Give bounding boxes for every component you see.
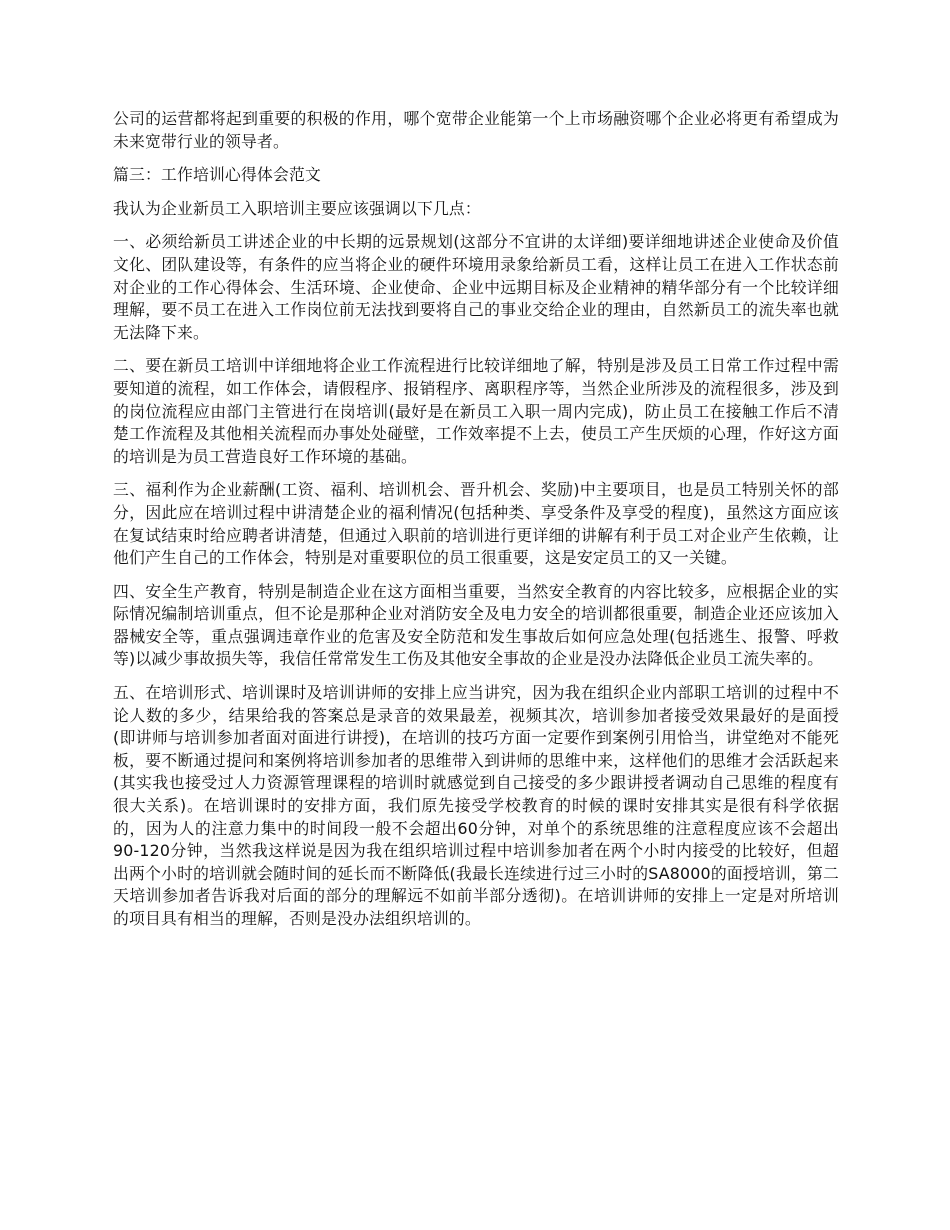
paragraph-lead: 我认为企业新员工入职培训主要应该强调以下几点：: [113, 198, 481, 218]
paragraph-point-3: 三、福利作为企业薪酬(工资、福利、培训机会、晋升机会、奖励)中主要项目，也是员工特别关怀的部分，因此应在培训过程中讲清楚企业的福利情况(包括种类、享受条件及享受的程度)，虽然这方面应该在复试结束时给应聘者讲清楚，但通过入职前的培训进行更详细的讲解有利于员工对企业产生依赖，让他们产生自己的工作体会，特别是对重要职位的员工很重要，这是安定员工的又一关键。: [113, 480, 839, 568]
paragraph-point-2: 二、要在新员工培训中详细地将企业工作流程进行比较详细地了解，特别是涉及员工日常工作过程中需要知道的流程，如工作体会，请假程序、报销程序、离职程序等，当然企业所涉及的流程很多，涉及到的岗位流程应由部门主管进行在岗培训(最好是在新员工入职一周内完成)，防止员工在接触工作后不清楚工作流程及其他相关流程而办事处处碰壁，工作效率提不上去，使员工产生厌烦的心理，作好这方面的培训是为员工营造良好工作环境的基础。: [113, 356, 839, 466]
paragraph-point-1: 一、必须给新员工讲述企业的中长期的远景规划(这部分不宜讲的太详细)要详细地讲述企业使命及价值文化、团队建设等，有条件的应当将企业的硬件环境用录象给新员工看，这样让员工在进入工作状态前对企业的工作心得体会、生活环境、企业使命、企业中远期目标及企业精神的精华部分有一个比较详细理解，要不员工在进入工作岗位前无法找到要将自己的事业交给企业的理由，自然新员工的流失率也就无法降下来。: [113, 232, 839, 342]
section-heading: 篇三：工作培训心得体会范文: [113, 165, 321, 185]
document-body: [113, 108, 839, 942]
paragraph-intro-continuation: 公司的运营都将起到重要的积极的作用，哪个宽带企业能第一个上市场融资哪个企业必将更有希望成为未来宽带行业的领导者。: [113, 109, 839, 151]
paragraph-point-5: 五、在培训形式、培训课时及培训讲师的安排上应当讲究，因为我在组织企业内部职工培训的过程中不论人数的多少，结果给我的答案总是录音的效果最差，视频其次，培训参加者接受效果最好的是面授(即讲师与培训参加者面对面进行讲授)，在培训的技巧方面一定要作到案例引用恰当，讲堂绝对不能死板，要不断通过提问和案例将培训参加者的思维带入到讲师的思维中来，这样他们的思维才会活跃起来(其实我也接受过人力资源管理课程的培训时就感觉到自己接受的多少跟讲授者调动自己思维的程度有很大关系)。在培训课时的安排方面，我们原先接受学校教育的时候的课时安排其实是很有科学依据的，因为人的注意力集中的时间段一般不会超出60分钟，对单个的系统思维的注意程度应该不会超出90-120分钟，当然我这样说是因为我在组织培训过程中培训参加者在两个小时内接受的比较好，但超出两个小时的培训就会随时间的延长而不断降低(我最长连续进行过三小时的SA8000的面授培训，第二天培训参加者告诉我对后面的部分的理解远不如前半部分透彻)。在培训讲师的安排上一定是对所培训的项目具有相当的理解，否则是没办法组织培训的。: [113, 683, 839, 928]
paragraph-point-4: 四、安全生产教育，特别是制造企业在这方面相当重要，当然安全教育的内容比较多，应根据企业的实际情况编制培训重点，但不论是那种企业对消防安全及电力安全的培训都很重要，制造企业还应该加入器械安全等，重点强调违章作业的危害及安全防范和发生事故后如何应急处理(包括逃生、报警、呼救等)以减少事故损失等，我信任常常发生工伤及其他安全事故的企业是没办法降低企业员工流失率的。: [113, 581, 839, 669]
